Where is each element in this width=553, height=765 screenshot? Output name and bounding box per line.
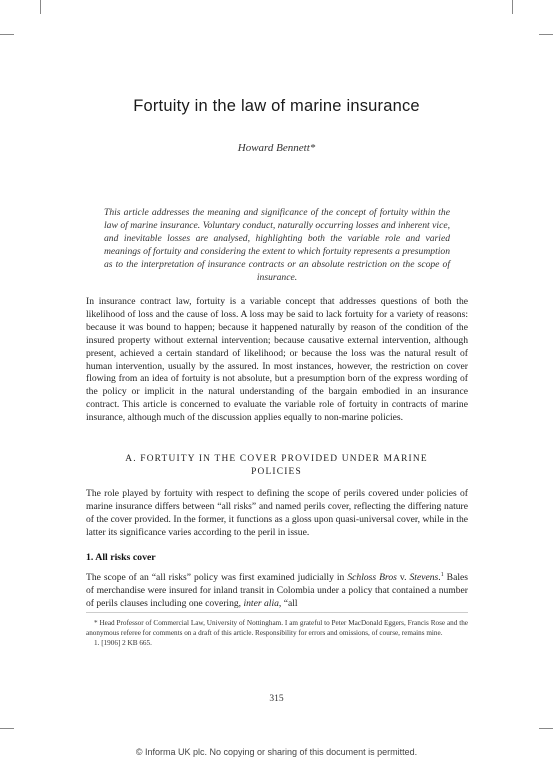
footnotes: [86, 618, 468, 648]
paragraph-3-text-2: v.: [396, 572, 410, 583]
article-title: Fortuity in the law of marine insurance: [133, 97, 420, 115]
paragraph-3-text-3: Bales of merchandise were insured for inland transit in Colombia under a policy that contained a number of perils clauses including one covering,: [86, 572, 468, 609]
crop-mark-top-right-v: [512, 0, 513, 14]
footnote-1: 1. [1906] 2 KB 665.: [94, 639, 152, 647]
copyright-notice: © Informa UK plc. No copying or sharing of this document is permitted.: [135, 747, 418, 757]
paragraph-3-text-4: , “all: [278, 597, 298, 609]
latin-inter-alia: inter alia: [243, 597, 279, 609]
case-party-stevens: Stevens: [409, 572, 439, 583]
section-a-heading: A. FORTUITY IN THE COVER PROVIDED UNDER MARINE POLICIES: [125, 454, 428, 477]
paragraph-3-text-1: The scope of an “all risks” policy was first examined judicially in: [86, 572, 348, 583]
footnote-marker-1: 1: [440, 571, 444, 578]
footnote-rule: [86, 612, 468, 613]
crop-mark-top-left-v: [40, 0, 41, 14]
crop-mark-top-right-h: [539, 34, 553, 35]
crop-mark-top-left-h: [0, 34, 14, 35]
body-paragraph-3: [86, 572, 468, 611]
article-abstract: This article addresses the meaning and significance of the concept of fortuity within the law of marine insurance. Voluntary conduct, naturally occurring losses and inherent vice, and inevitable losses are analysed, highlighting both the variable role and varied meanings of fortuity and considering the extent to which fortuity represents a presumption as to the interpretation of insurance contracts or an absolute restriction on the scope of insurance.: [104, 207, 450, 283]
paragraph-3-period: .: [438, 572, 441, 583]
page-number: 315: [269, 694, 284, 704]
crop-mark-bottom-right-h: [539, 728, 553, 729]
body-paragraph-1: In insurance contract law, fortuity is a variable concept that addresses questions of both the likelihood of loss and the cause of loss. A loss may be said to lack fortuity for a variety of reasons: because it was bound to happen; because it happened naturally by reason of the condition of the insured property without external intervention; because causative external intervention, although present, achieved a certain standard of likelihood; or because the loss was the natural result of human intervention, usually by the assured. In most instances, however, the restriction on cover flowing from an idea of fortuity is not absolute, but a presumption born of the express wording of the policy or implicit in the natural understanding of the bargain embodied in an insurance contract. This article is concerned to evaluate the variable role of fortuity in contracts of marine insurance, although much of the discussion applies equally to non-marine policies.: [86, 296, 468, 424]
body-paragraph-2: The role played by fortuity with respect to defining the scope of perils covered under policies of marine insurance differs between “all risks” and named perils cover, reflecting the differing nature of the cover provided. In the former, it functions as a gloss upon quasi-universal cover, while in the latter its significance varies according to the peril in issue.: [86, 488, 468, 538]
subsection-1-heading: 1. All risks cover: [86, 552, 156, 563]
article-author: Howard Bennett*: [237, 142, 316, 154]
footnote-star: * Head Professor of Commercial Law, University of Nottingham. I am grateful to Peter MacDonald Eggers, Francis Rose and the anonymous referee for comments on a draft of this article. Responsibility for errors and omissions, of course, remains mine.: [86, 619, 468, 637]
crop-mark-bottom-left-h: [0, 728, 14, 729]
case-name-schloss-bros: Schloss Bros: [347, 572, 397, 583]
